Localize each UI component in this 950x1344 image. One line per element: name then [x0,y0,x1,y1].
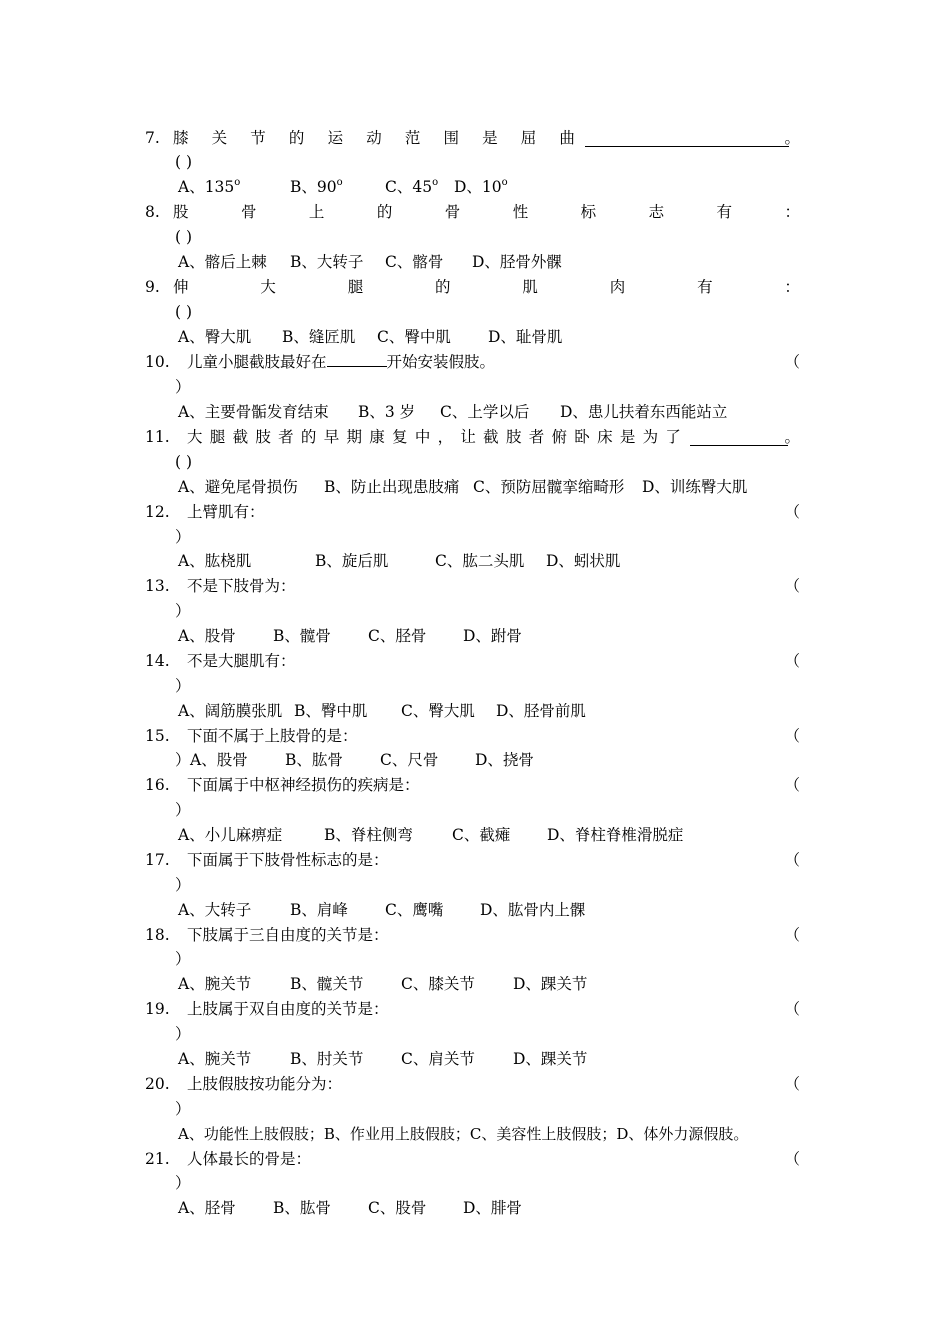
question-number: 19. [145,1000,170,1018]
option-d[interactable]: D、肱骨内上髁 [480,901,586,919]
answer-blank[interactable] [585,130,789,147]
question-stem: 下面不属于上肢骨的是： [187,727,358,745]
options-row[interactable]: A、功能性上肢假肢；B、作业用上肢假肢；C、美容性上肢假肢；D、体外力源假肢。 [178,1125,749,1143]
option-d[interactable]: D、患儿扶着东西能站立 [560,403,728,421]
option-b[interactable]: B、脊柱侧弯 [324,826,413,844]
option-c[interactable]: C、45$^o$ [385,177,439,196]
question-number: 13. [145,577,170,595]
question-stem: 上肢属于双自由度的关节是： [187,1000,389,1018]
question-16 [145,773,800,797]
answer-paren-close: ） [175,1100,191,1118]
answer-paren-close: ） [175,950,191,968]
option-d[interactable]: D、胫骨外髁 [472,253,562,271]
option-d[interactable]: D、脊柱脊椎滑脱症 [547,826,684,844]
question-21 [145,1147,800,1171]
question-number: 18. [145,926,170,944]
answer-paren-close: ） [175,801,191,819]
question-9 [145,275,800,299]
answer-paren-open: （ [784,851,800,869]
option-c[interactable]: C、尺骨 [380,751,439,769]
option-d[interactable]: D、跗骨 [463,627,522,645]
option-b[interactable]: B、缝匠肌 [282,328,356,346]
option-d[interactable]: D、训练臀大肌 [642,478,748,496]
question-number: 11. [145,428,170,446]
option-c[interactable]: C、胫骨 [368,627,427,645]
answer-paren-close: ） [175,1174,191,1192]
option-a[interactable]: A、肱桡肌 [178,552,252,570]
question-10 [145,350,800,374]
question-18 [145,923,800,947]
option-b[interactable]: B、肩峰 [290,901,348,919]
option-a[interactable]: A、阔筋膜张肌 [178,702,283,720]
question-11 [145,425,800,449]
question-15 [145,724,800,748]
option-b[interactable]: B、髋骨 [273,627,331,645]
option-a[interactable]: A、小儿麻痹症 [178,826,283,844]
answer-parens: ( ) [175,153,193,171]
option-b[interactable]: B、防止出现患肢痛 [324,478,460,496]
question-stem: 下肢属于三自由度的关节是： [187,926,389,944]
period: 。 [784,428,800,446]
answer-blank[interactable] [327,350,387,367]
option-d[interactable]: D、踝关节 [513,1050,588,1068]
option-b[interactable]: B、旋后肌 [315,552,389,570]
option-d[interactable]: D、10$^o$ [454,177,508,196]
question-stem: 人体最长的骨是： [187,1150,312,1168]
option-d[interactable]: D、腓骨 [463,1199,522,1217]
option-c[interactable]: C、上学以后 [440,403,530,421]
answer-paren-close: ） [175,1025,191,1043]
answer-paren-open: （ [784,1075,800,1093]
option-b[interactable]: B、3 岁 [358,403,416,421]
answer-parens: ( ) [175,228,193,246]
question-number: 12. [145,503,170,521]
answer-blank[interactable] [690,429,788,446]
answer-parens: ( ) [175,303,193,321]
question-number: 17. [145,851,170,869]
option-a[interactable]: A、主要骨骺发育结束 [178,403,329,421]
question-number: 8. [145,203,160,221]
answer-paren-open: （ [784,353,800,371]
question-stem: 大 腿 截 肢 者 的 早 期 康 复 中 ， 让 截 肢 者 俯 卧 床 是 为 了 [187,428,681,446]
option-b[interactable]: B、肱骨 [285,751,343,769]
option-a[interactable]: A、股骨 [190,751,248,769]
question-7 [145,126,800,150]
option-c[interactable]: C、肱二头肌 [435,552,525,570]
question-number: 21. [145,1150,170,1168]
option-b[interactable]: B、肘关节 [290,1050,364,1068]
question-17 [145,848,800,872]
option-d[interactable]: D、蚓状肌 [546,552,621,570]
answer-paren-open: （ [784,503,800,521]
option-b[interactable]: B、髋关节 [290,975,364,993]
option-b[interactable]: B、90$^o$ [290,177,343,196]
option-c[interactable]: C、臀大肌 [401,702,475,720]
answer-paren-close: ） [175,378,191,396]
option-c[interactable]: C、肩关节 [401,1050,475,1068]
option-a[interactable]: A、大转子 [178,901,252,919]
question-number: 16. [145,776,170,794]
answer-parens: ( ) [175,453,193,471]
question-8 [145,200,800,224]
option-c[interactable]: C、臀中肌 [377,328,451,346]
option-a[interactable]: A、髂后上棘 [178,253,267,271]
option-c[interactable]: C、截瘫 [452,826,511,844]
option-c[interactable]: C、膝关节 [401,975,475,993]
question-14 [145,649,800,673]
option-a[interactable]: A、135$^o$ [178,177,241,196]
question-19 [145,997,800,1021]
question-stem: 伸 大 腿 的 肌 肉 有 ： [173,278,800,296]
question-stem: 上肢假肢按功能分为： [187,1075,343,1093]
option-c[interactable]: C、股骨 [368,1199,427,1217]
option-b[interactable]: B、肱骨 [273,1199,331,1217]
question-stem: 儿童小腿截肢最好在 开始安装假肢。 [187,350,495,374]
answer-paren-open: （ [784,776,800,794]
question-number: 14. [145,652,170,670]
option-a[interactable]: A、腕关节 [178,975,252,993]
option-a[interactable]: A、避免尾骨损伤 [178,478,298,496]
answer-paren-close: ） [175,602,191,620]
option-a[interactable]: A、胫骨 [178,1199,236,1217]
answer-paren-close: ） [175,677,191,695]
question-number: 20. [145,1075,170,1093]
answer-paren-close: ） [175,528,191,546]
option-c[interactable]: C、预防屈髋挛缩畸形 [473,478,625,496]
question-number: 9. [145,278,160,296]
question-13 [145,574,800,598]
option-d[interactable]: D、胫骨前肌 [496,702,586,720]
question-number: 10. [145,353,170,371]
answer-paren-open: （ [784,652,800,670]
question-stem: 膝 关 节 的 运 动 范 围 是 屈 曲 [173,129,575,147]
option-a[interactable]: A、腕关节 [178,1050,252,1068]
option-a[interactable]: A、臀大肌 [178,328,252,346]
answer-paren-close: ） [175,876,191,894]
option-b[interactable]: B、大转子 [290,253,364,271]
option-d[interactable]: D、踝关节 [513,975,588,993]
option-c[interactable]: C、鹰嘴 [385,901,444,919]
option-d[interactable]: D、挠骨 [475,751,534,769]
answer-paren-close: ） [175,751,191,769]
question-stem: 不是大腿肌有： [187,652,296,670]
question-12 [145,500,800,524]
answer-paren-open: （ [784,1150,800,1168]
period: 。 [784,129,800,147]
question-stem: 不是下肢骨为： [187,577,296,595]
question-stem: 下面属于中枢神经损伤的疾病是： [187,776,420,794]
question-stem: 股 骨 上 的 骨 性 标 志 有 ： [173,203,800,221]
option-a[interactable]: A、股骨 [178,627,236,645]
answer-paren-open: （ [784,926,800,944]
question-number: 7. [145,129,160,147]
option-c[interactable]: C、髂骨 [385,253,444,271]
answer-paren-open: （ [784,577,800,595]
question-stem: 下面属于下肢骨性标志的是： [187,851,389,869]
question-stem: 上臂肌有： [187,503,265,521]
question-20 [145,1072,800,1096]
option-b[interactable]: B、臀中肌 [294,702,368,720]
question-number: 15. [145,727,170,745]
answer-paren-open: （ [784,1000,800,1018]
answer-paren-open: （ [784,727,800,745]
option-d[interactable]: D、耻骨肌 [488,328,563,346]
